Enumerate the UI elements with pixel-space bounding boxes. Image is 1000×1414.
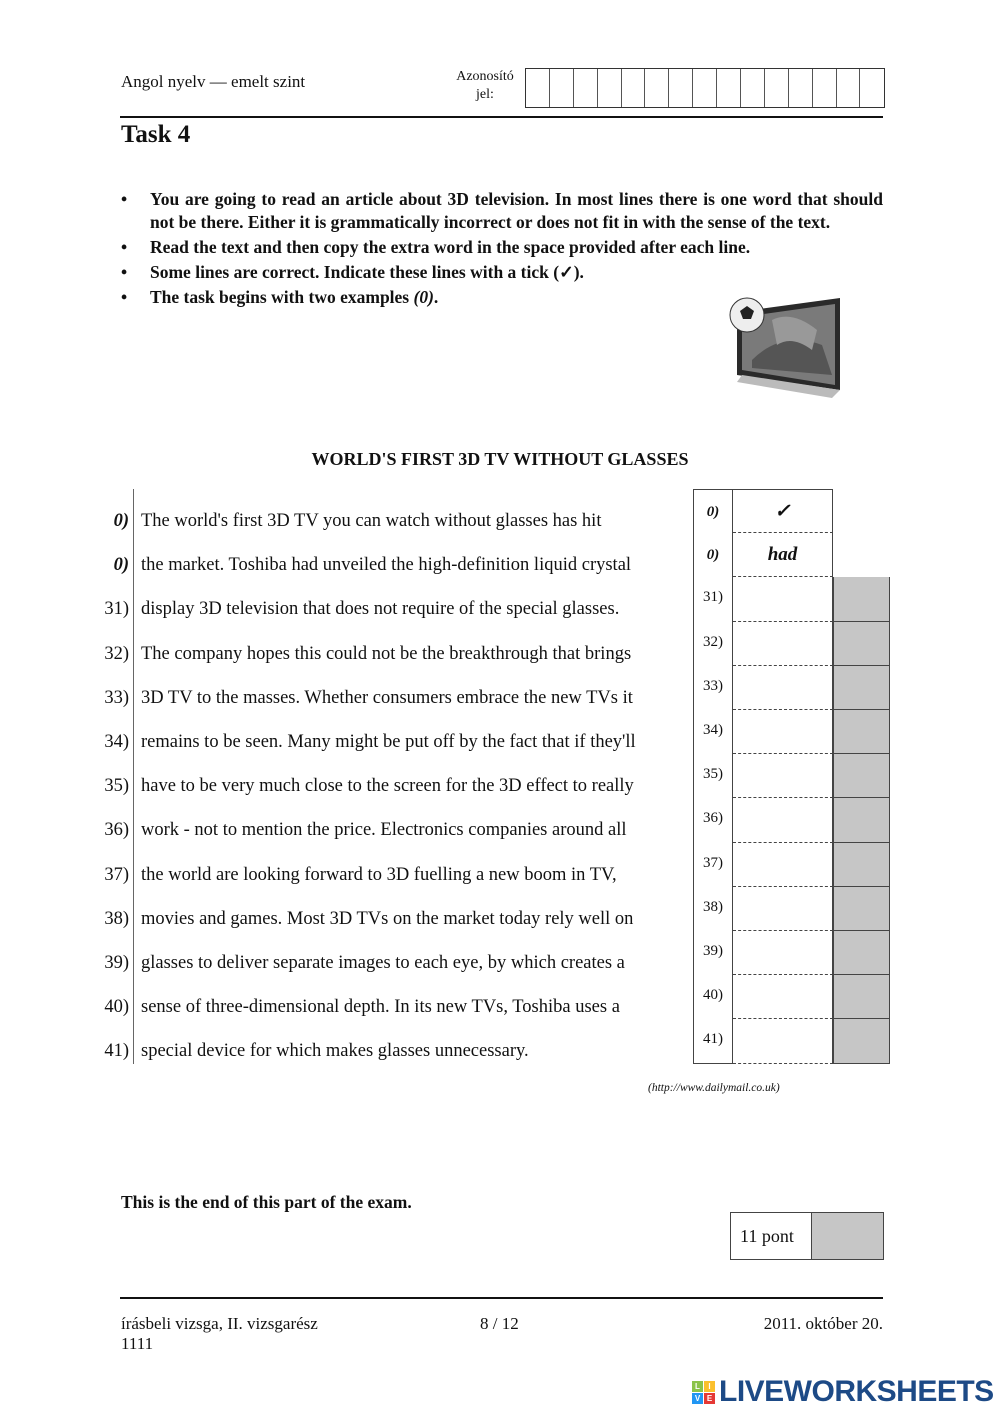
- answer-number: 34): [693, 710, 733, 754]
- answer-row: [693, 577, 890, 621]
- line-number: 36): [104, 820, 129, 841]
- answer-number: 39): [693, 931, 733, 975]
- score-label: 11 pont: [731, 1213, 812, 1259]
- grader-box: [833, 622, 890, 666]
- id-box[interactable]: [598, 69, 622, 107]
- id-box[interactable]: [526, 69, 550, 107]
- grader-box: [833, 931, 890, 975]
- line-text: the world are looking forward to 3D fuelling a new boom in TV,: [141, 864, 617, 885]
- answer-row: [693, 710, 890, 754]
- id-box[interactable]: [765, 69, 789, 107]
- line-number: 37): [104, 864, 129, 885]
- line-text: glasses to deliver separate images to each eye, by which creates a: [141, 953, 625, 973]
- answer-row: [693, 489, 890, 533]
- line-number: 0): [113, 555, 129, 576]
- footer-rule: [120, 1297, 883, 1299]
- line-text: movies and games. Most 3D TVs on the market today rely well on: [141, 908, 634, 929]
- answer-field[interactable]: [733, 710, 833, 754]
- answer-number: 36): [693, 798, 733, 842]
- answer-row: [693, 1019, 890, 1063]
- id-box[interactable]: [693, 69, 717, 107]
- header-rule: [120, 116, 883, 118]
- id-box[interactable]: [550, 69, 574, 107]
- answer-number: 37): [693, 843, 733, 887]
- id-box[interactable]: [717, 69, 741, 107]
- answer-field[interactable]: [733, 666, 833, 710]
- answer-field[interactable]: [733, 1019, 833, 1063]
- answer-field[interactable]: [733, 887, 833, 931]
- footer-exam-part: írásbeli vizsga, II. vizsgarész: [121, 1314, 318, 1333]
- exam-subject: Angol nyelv — emelt szint: [121, 72, 306, 91]
- exam-date: 2011. október 20.: [763, 1314, 883, 1333]
- id-label-line2: jel:: [476, 87, 494, 102]
- text-line: [90, 587, 620, 631]
- line-text: display 3D television that does not require of the special glasses.: [141, 599, 620, 620]
- answer-number: 0): [693, 489, 733, 533]
- grader-box: [833, 887, 890, 931]
- text-line: [90, 897, 634, 941]
- grader-box: [833, 710, 890, 754]
- answer-field[interactable]: [733, 798, 833, 842]
- instruction: • The task begins with two examples (0).: [121, 286, 883, 309]
- logo-letter: E: [704, 1393, 715, 1404]
- answer-number: 41): [693, 1019, 733, 1063]
- answer-number: 31): [693, 577, 733, 621]
- source-citation: (http://www.dailymail.co.uk): [648, 1082, 780, 1094]
- line-text: have to be very much close to the screen for the 3D effect to really: [141, 776, 634, 797]
- text-line: [90, 1029, 529, 1073]
- line-number: 31): [104, 599, 129, 620]
- answer-field[interactable]: [733, 577, 833, 621]
- grader-box: [833, 843, 890, 887]
- answer-field[interactable]: [733, 975, 833, 1019]
- answer-row: [693, 887, 890, 931]
- score-box: [730, 1212, 884, 1260]
- text-line: [90, 808, 627, 852]
- liveworksheets-logo: [692, 1375, 994, 1409]
- answer-row: [693, 666, 890, 710]
- grader-box: [833, 754, 890, 798]
- text-line: [90, 764, 634, 808]
- id-box[interactable]: [860, 69, 884, 107]
- answer-row: [693, 843, 890, 887]
- footer-left: [121, 1314, 318, 1354]
- end-text: This is the end of this part of the exam.: [121, 1192, 412, 1212]
- answer-field[interactable]: [733, 754, 833, 798]
- line-number: 33): [104, 687, 129, 708]
- grader-box: [833, 975, 890, 1019]
- answer-number: 33): [693, 666, 733, 710]
- line-number: 34): [104, 732, 129, 752]
- id-box[interactable]: [789, 69, 813, 107]
- line-text: remains to be seen. Many might be put off by the fact that if they'll: [141, 732, 636, 752]
- id-box[interactable]: [622, 69, 646, 107]
- answer-number: 40): [693, 975, 733, 1019]
- answer-number: 32): [693, 622, 733, 666]
- line-text: 3D TV to the masses. Whether consumers embrace the new TVs it: [141, 687, 633, 708]
- answer-field: had: [733, 533, 833, 577]
- text-line: [90, 720, 636, 764]
- text-line: [90, 941, 625, 985]
- id-boxes[interactable]: [525, 68, 885, 108]
- answer-number: 0): [693, 533, 733, 577]
- answer-row: [693, 754, 890, 798]
- id-box[interactable]: [741, 69, 765, 107]
- table-bottom-line: [693, 1063, 734, 1064]
- grader-box: [833, 577, 890, 621]
- text-line: [90, 676, 633, 720]
- article-title: WORLD'S FIRST 3D TV WITHOUT GLASSES: [311, 449, 689, 469]
- id-label-line1: Azonosító: [456, 69, 514, 84]
- instruction: • Some lines are correct. Indicate these lines with a tick (✓).: [121, 261, 883, 284]
- grader-box: [833, 798, 890, 842]
- answer-number: 38): [693, 887, 733, 931]
- line-number: 38): [104, 908, 129, 929]
- margin-line: [133, 489, 134, 1064]
- instruction: • Read the text and then copy the extra word in the space provided after each line.: [121, 236, 883, 259]
- id-label: [448, 68, 522, 104]
- line-text: the market. Toshiba had unveiled the high-definition liquid crystal: [141, 555, 632, 576]
- line-number: 35): [104, 776, 129, 797]
- text-line: [90, 985, 620, 1029]
- score-field[interactable]: [812, 1213, 883, 1259]
- id-box[interactable]: [669, 69, 693, 107]
- instruction: • You are going to read an article about 3D television. In most lines there is one word that should not be there. Either it is grammatically incorrect or does not fit in with the sense of the text.: [121, 188, 883, 234]
- line-number: 32): [104, 643, 129, 664]
- logo-letter: V: [692, 1393, 703, 1404]
- answer-field: ✓: [733, 489, 833, 533]
- answer-field[interactable]: [733, 622, 833, 666]
- id-box[interactable]: [574, 69, 598, 107]
- answer-row: [693, 931, 890, 975]
- 3d-tv-image: [722, 290, 842, 410]
- line-text: sense of three-dimensional depth. In its new TVs, Toshiba uses a: [141, 997, 620, 1018]
- page-number: 8 / 12: [480, 1314, 519, 1333]
- line-number: 40): [104, 997, 129, 1018]
- logo-letter: L: [692, 1381, 703, 1392]
- answer-field[interactable]: [733, 843, 833, 887]
- grader-box: [833, 1019, 890, 1063]
- line-number: 41): [104, 1041, 129, 1062]
- answer-row: [693, 798, 890, 842]
- line-text: work - not to mention the price. Electronics companies around all: [141, 820, 627, 841]
- text-line: [90, 853, 617, 897]
- line-text: The company hopes this could not be the breakthrough that brings: [141, 643, 632, 664]
- line-text: special device for which makes glasses unnecessary.: [141, 1041, 529, 1062]
- answer-row: [693, 533, 890, 577]
- id-box[interactable]: [813, 69, 837, 107]
- logo-letter: I: [704, 1381, 715, 1392]
- text-line: [90, 543, 632, 587]
- answer-number: 35): [693, 754, 733, 798]
- logo-icon: [692, 1381, 715, 1404]
- answer-field[interactable]: [733, 931, 833, 975]
- line-number: 39): [104, 953, 129, 973]
- text-line: [90, 499, 602, 543]
- id-box[interactable]: [645, 69, 669, 107]
- text-line: [90, 632, 632, 676]
- line-text: The world's first 3D TV you can watch without glasses has hit: [141, 511, 602, 531]
- id-box[interactable]: [837, 69, 861, 107]
- grader-box: [833, 666, 890, 710]
- task-title: Task 4: [121, 121, 191, 148]
- footer-code: 1111: [121, 1334, 154, 1353]
- answer-row: [693, 622, 890, 666]
- answer-row: [693, 975, 890, 1019]
- line-number: 0): [113, 511, 129, 531]
- logo-text: LIVEWORKSHEETS: [719, 1375, 994, 1408]
